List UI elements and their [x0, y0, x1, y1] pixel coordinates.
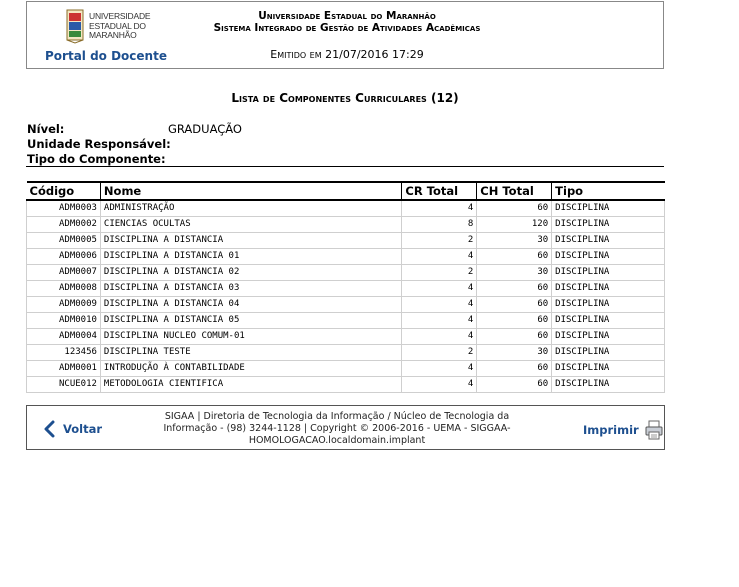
table-header-row: [27, 182, 665, 200]
filter-unidade-label: Unidade Responsável:: [27, 137, 171, 151]
table-row: [27, 360, 665, 376]
back-label: Voltar: [63, 422, 103, 436]
cell-codigo: ADM0007: [27, 264, 101, 280]
cell-ch-total: 30: [477, 232, 552, 248]
filter-nivel-value: GRADUAÇÃO: [168, 122, 242, 136]
cell-ch-total: 60: [477, 248, 552, 264]
cell-cr-total: 4: [402, 328, 477, 344]
cell-tipo: DISCIPLINA: [552, 360, 665, 376]
cell-codigo: ADM0010: [27, 312, 101, 328]
cell-ch-total: 60: [477, 296, 552, 312]
emission-value: 21/07/2016 17:29: [325, 48, 424, 61]
column-header-ch-total: CH Total: [477, 182, 552, 200]
cell-nome: DISCIPLINA A DISTANCIA 01: [100, 248, 401, 264]
cell-tipo: DISCIPLINA: [552, 216, 665, 232]
divider: [26, 166, 664, 167]
cell-codigo: ADM0003: [27, 200, 101, 216]
chevron-left-icon: [43, 420, 57, 438]
logo-text: UNIVERSIDADE ESTADUAL DO MARANHÃO: [89, 11, 151, 40]
cell-codigo: ADM0008: [27, 280, 101, 296]
cell-ch-total: 60: [477, 328, 552, 344]
cell-tipo: DISCIPLINA: [552, 200, 665, 216]
column-header-nome: Nome: [100, 182, 401, 200]
printer-icon: [645, 420, 663, 440]
cell-codigo: ADM0001: [27, 360, 101, 376]
cell-nome: DISCIPLINA A DISTANCIA 05: [100, 312, 401, 328]
cell-nome: CIENCIAS OCULTAS: [100, 216, 401, 232]
system-name: Sistema Integrado de Gestão de Atividades Acadêmicas: [213, 22, 481, 34]
cell-nome: DISCIPLINA TESTE: [100, 344, 401, 360]
cell-tipo: DISCIPLINA: [552, 264, 665, 280]
cell-codigo: ADM0004: [27, 328, 101, 344]
cell-codigo: 123456: [27, 344, 101, 360]
cell-ch-total: 60: [477, 312, 552, 328]
cell-ch-total: 60: [477, 280, 552, 296]
cell-cr-total: 2: [402, 264, 477, 280]
column-header-tipo: Tipo: [552, 182, 665, 200]
table-row: [27, 376, 665, 392]
components-table: [26, 181, 665, 393]
table-row: [27, 264, 665, 280]
filter-nivel-label: Nível:: [27, 122, 65, 136]
table-row: [27, 200, 665, 216]
emission-label: Emitido em: [270, 48, 322, 61]
filter-tipo-label: Tipo do Componente:: [27, 152, 166, 166]
cell-cr-total: 2: [402, 232, 477, 248]
column-header-codigo: Código: [27, 182, 101, 200]
table-row: [27, 328, 665, 344]
print-label: Imprimir: [583, 423, 639, 437]
cell-nome: DISCIPLINA A DISTANCIA 02: [100, 264, 401, 280]
cell-ch-total: 60: [477, 360, 552, 376]
table-body: [27, 200, 665, 392]
cell-codigo: ADM0009: [27, 296, 101, 312]
cell-tipo: DISCIPLINA: [552, 312, 665, 328]
cell-cr-total: 4: [402, 200, 477, 216]
table-row: [27, 232, 665, 248]
column-header-cr-total: CR Total: [402, 182, 477, 200]
cell-codigo: ADM0005: [27, 232, 101, 248]
cell-ch-total: 60: [477, 376, 552, 392]
cell-nome: METODOLOGIA CIENTIFICA: [100, 376, 401, 392]
footer: [26, 405, 665, 450]
cell-tipo: DISCIPLINA: [552, 232, 665, 248]
cell-nome: INTRODUÇÃO À CONTABILIDADE: [100, 360, 401, 376]
cell-cr-total: 2: [402, 344, 477, 360]
university-logo: [65, 8, 165, 46]
cell-ch-total: 30: [477, 264, 552, 280]
cell-tipo: DISCIPLINA: [552, 248, 665, 264]
cell-nome: DISCIPLINA A DISTANCIA 04: [100, 296, 401, 312]
portal-title: Portal do Docente: [45, 49, 167, 63]
cell-cr-total: 4: [402, 280, 477, 296]
cell-ch-total: 120: [477, 216, 552, 232]
table-row: [27, 344, 665, 360]
footer-credits: SIGAA | Diretoria de Tecnologia da Informação / Núcleo de Tecnologia da Informação - (98) 3244-1128 | Copyright © 2006-2016 - UEMA - SIGGAA- HOMOLOGACAO.localdomain.implant: [163, 411, 511, 446]
table-row: [27, 296, 665, 312]
university-name: Universidade Estadual do Maranhão: [258, 10, 436, 22]
cell-ch-total: 60: [477, 200, 552, 216]
cell-cr-total: 4: [402, 312, 477, 328]
cell-tipo: DISCIPLINA: [552, 328, 665, 344]
cell-codigo: ADM0002: [27, 216, 101, 232]
cell-nome: ADMINISTRAÇÃO: [100, 200, 401, 216]
cell-tipo: DISCIPLINA: [552, 296, 665, 312]
table-row: [27, 248, 665, 264]
cell-codigo: ADM0006: [27, 248, 101, 264]
table-row: [27, 216, 665, 232]
table-row: [27, 280, 665, 296]
cell-cr-total: 4: [402, 376, 477, 392]
cell-cr-total: 4: [402, 296, 477, 312]
cell-nome: DISCIPLINA A DISTANCIA 03: [100, 280, 401, 296]
cell-cr-total: 4: [402, 248, 477, 264]
cell-ch-total: 30: [477, 344, 552, 360]
cell-tipo: DISCIPLINA: [552, 280, 665, 296]
print-button[interactable]: [583, 420, 665, 440]
emission-date: [177, 48, 517, 61]
university-crest-icon: [65, 8, 85, 44]
cell-cr-total: 4: [402, 360, 477, 376]
page-title: Lista de Componentes Curriculares (12): [231, 91, 459, 105]
cell-codigo: NCUE012: [27, 376, 101, 392]
cell-tipo: DISCIPLINA: [552, 344, 665, 360]
report-header: [26, 1, 664, 69]
cell-nome: DISCIPLINA NUCLEO COMUM-01: [100, 328, 401, 344]
cell-cr-total: 8: [402, 216, 477, 232]
cell-tipo: DISCIPLINA: [552, 376, 665, 392]
cell-nome: DISCIPLINA A DISTANCIA: [100, 232, 401, 248]
table-row: [27, 312, 665, 328]
